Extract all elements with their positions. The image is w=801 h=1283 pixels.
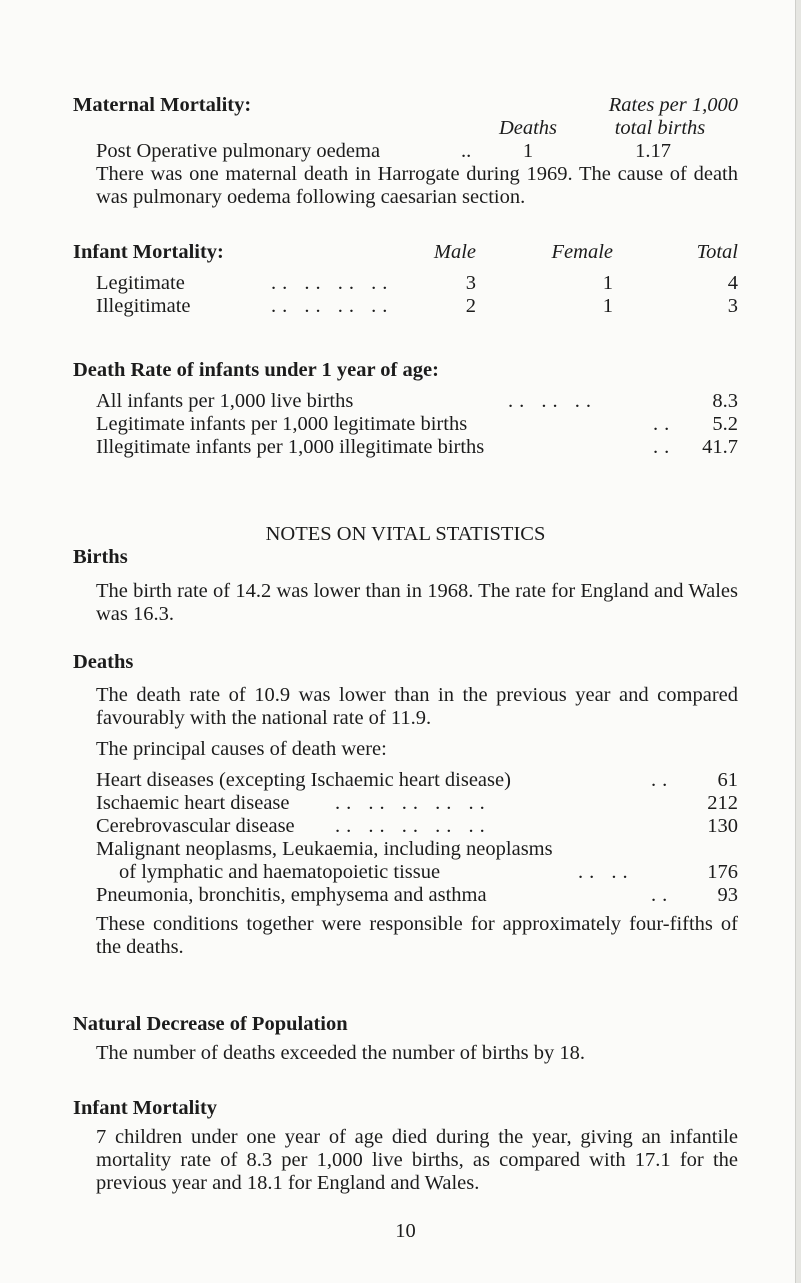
- infant-row-dots: .. .. .. ..: [271, 295, 394, 317]
- page-number: 10: [395, 1220, 416, 1242]
- page-edge: [795, 0, 801, 1283]
- infant-row-label: Illegitimate: [96, 295, 191, 317]
- death-rate-label: Legitimate infants per 1,000 legitimate births: [96, 413, 468, 435]
- cause-row: [73, 815, 738, 838]
- infant-row-female: 1: [602, 295, 613, 317]
- death-rate-row: [73, 390, 738, 413]
- causes-intro: The principal causes of death were:: [96, 738, 387, 760]
- infant-row-total: 4: [727, 272, 738, 294]
- infant-table: [73, 241, 738, 318]
- malignant-line2: of lymphatic and haematopoietic tissue: [119, 861, 441, 883]
- cause-label: Heart diseases (excepting Ischaemic heart disease): [96, 769, 511, 791]
- death-rate-section: [73, 359, 738, 459]
- births-heading: Births: [73, 546, 128, 568]
- cause-dots: .. .. .. .. ..: [335, 815, 491, 837]
- maternal-rate-value: 1.17: [635, 140, 671, 162]
- cause-label: Ischaemic heart disease: [96, 792, 290, 814]
- cause-value: 130: [707, 815, 738, 837]
- natural-text: The number of deaths exceeded the number of births by 18.: [96, 1042, 585, 1064]
- maternal-deaths-value: 1: [522, 140, 534, 162]
- infant-heading: Infant Mortality: [73, 1097, 218, 1119]
- cause-dots: .. ..: [578, 861, 634, 883]
- notes-title-block: [73, 523, 738, 546]
- cause-dots: ..: [651, 769, 674, 791]
- infant-row: [73, 295, 738, 318]
- births-section: [73, 546, 738, 626]
- death-rate-label: All infants per 1,000 live births: [96, 390, 354, 412]
- cause-dots: ..: [651, 884, 674, 906]
- infant-row-total: 3: [727, 295, 738, 317]
- maternal-row-label: Post Operative pulmonary oedema: [96, 140, 381, 162]
- infant-text: 7 children under one year of age died during the year, giving an infantile mortality rate of 8.3 per 1,000 live births, as compared with 17.1 for the previous year and 18.1 for England and Wales.: [96, 1126, 738, 1194]
- cause-row: [73, 884, 738, 907]
- cause-label: Pneumonia, bronchitis, emphysema and asthma: [96, 884, 487, 906]
- death-rate-row: [73, 413, 738, 436]
- death-rate-row: [73, 436, 738, 459]
- cause-row: [73, 769, 738, 792]
- notes-title: NOTES ON VITAL STATISTICS: [265, 523, 546, 545]
- infant-row-male: 3: [465, 272, 476, 294]
- maternal-row-dots: ..: [461, 140, 472, 162]
- deaths-header: Deaths: [498, 117, 558, 139]
- maternal-section: [73, 94, 738, 163]
- births-text: The birth rate of 14.2 was lower than in 1968. The rate for England and Wales was 16.3.: [96, 580, 738, 625]
- page-number-block: [73, 1220, 738, 1243]
- cause-value: 61: [717, 769, 738, 791]
- infant-mortality-section: [73, 1097, 738, 1195]
- deaths-section: [73, 651, 738, 959]
- maternal-paragraph-block: [73, 163, 738, 209]
- natural-heading: Natural Decrease of Population: [73, 1013, 348, 1035]
- infant-table-heading: Infant Mortality:: [73, 241, 224, 263]
- infant-row-label: Legitimate: [96, 272, 185, 294]
- cause-label: Cerebrovascular disease: [96, 815, 295, 837]
- maternal-paragraph: There was one maternal death in Harrogate during 1969. The cause of death was pulmonary oedema following caesarian section.: [96, 163, 738, 208]
- malignant-line1: Malignant neoplasms, Leukaemia, including neoplasms: [96, 838, 553, 860]
- rates-header-line2: total births: [614, 117, 706, 139]
- cause-value: 93: [717, 884, 738, 906]
- death-rate-dots: ..: [653, 436, 676, 458]
- death-rate-label: Illegitimate infants per 1,000 illegitimate births: [96, 436, 485, 458]
- cause-row: [73, 792, 738, 815]
- deaths-heading: Deaths: [73, 651, 134, 673]
- death-rate-dots: ..: [653, 413, 676, 435]
- deaths-text: The death rate of 10.9 was lower than in the previous year and compared favourably with the national rate of 11.9.: [96, 684, 738, 729]
- col-female: Female: [551, 241, 613, 263]
- cause-value: 212: [707, 792, 738, 814]
- death-rate-value: 41.7: [702, 436, 738, 458]
- conditions-text: These conditions together were responsible for approximately four-fifths of the deaths.: [96, 913, 738, 958]
- maternal-heading: Maternal Mortality:: [73, 94, 252, 116]
- cause-row: [73, 838, 738, 861]
- rates-header-line1: Rates per 1,000: [608, 94, 738, 116]
- cause-row: [73, 861, 738, 884]
- death-rate-heading: Death Rate of infants under 1 year of age:: [73, 359, 439, 381]
- infant-row-dots: .. .. .. ..: [271, 272, 394, 294]
- death-rate-value: 8.3: [712, 390, 738, 412]
- death-rate-dots: .. .. ..: [508, 390, 597, 412]
- infant-row: [73, 272, 738, 295]
- col-male: Male: [433, 241, 476, 263]
- infant-row-female: 1: [602, 272, 613, 294]
- cause-value: 176: [707, 861, 738, 883]
- infant-row-male: 2: [465, 295, 476, 317]
- death-rate-value: 5.2: [712, 413, 738, 435]
- natural-decrease-section: [73, 1013, 738, 1065]
- cause-dots: .. .. .. .. ..: [335, 792, 491, 814]
- col-total: Total: [696, 241, 738, 263]
